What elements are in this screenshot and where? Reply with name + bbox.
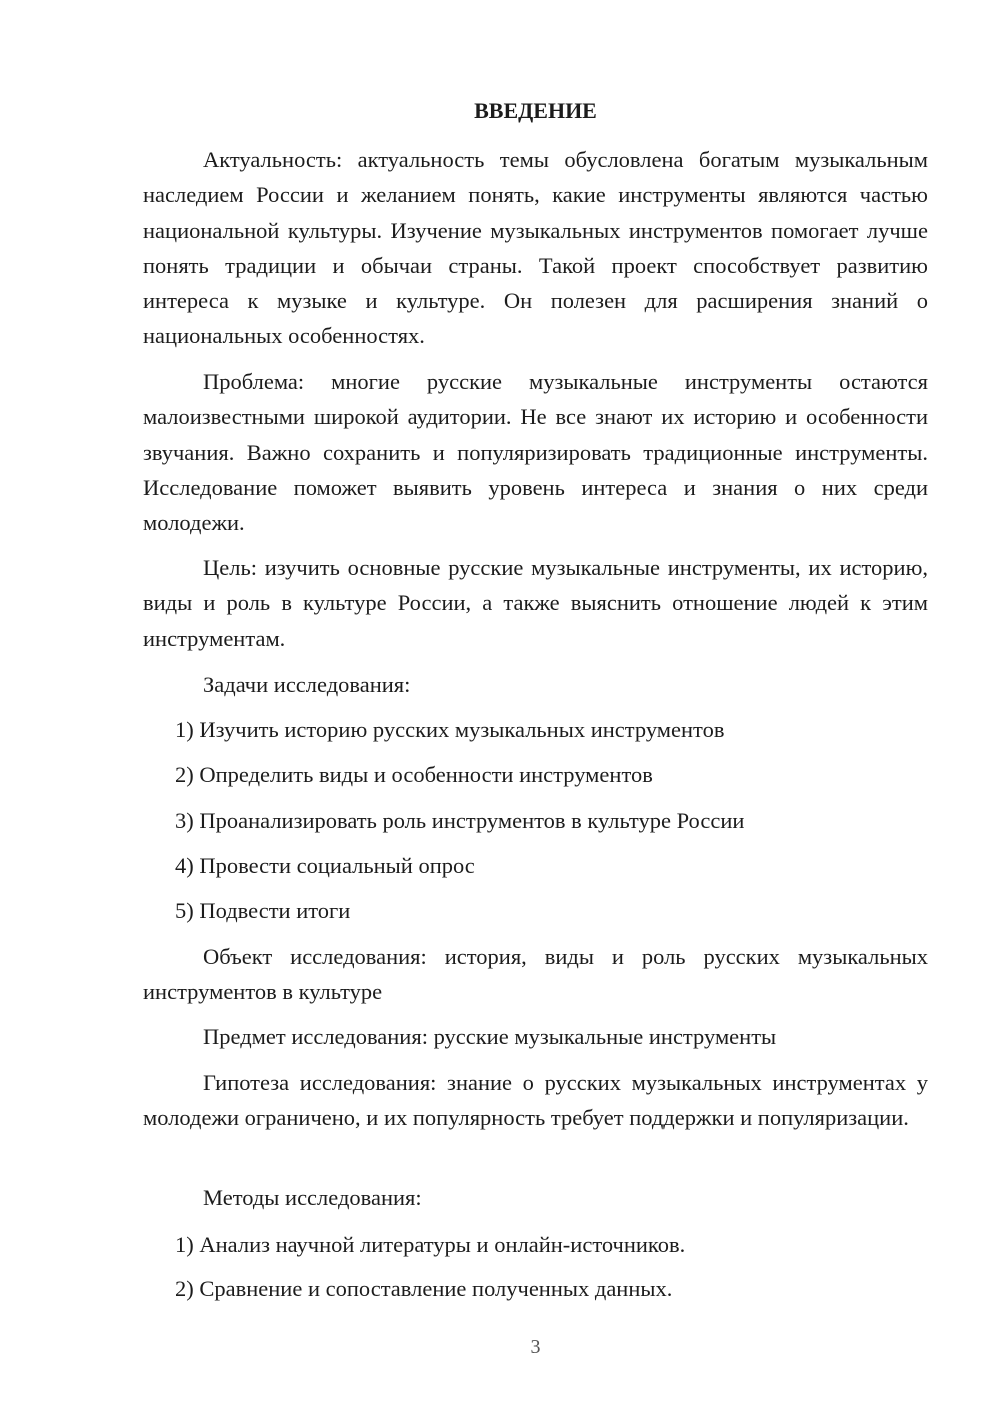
relevance-paragraph: Актуальность: актуальность темы обусловлена богатым музыкальным наследием России и желанием понять, какие инструменты являются частью национальной культуры. Изучение музыкальных инструментов помогает лучше понять традиции и обычаи страны. Такой проект способствует развитию интереса к музыке и культуре. Он полезен для расширения знаний о национальных особенностях. (143, 147, 928, 349)
page-number: 3 (530, 1336, 541, 1358)
list-item: 1) Изучить историю русских музыкальных инструментов (175, 717, 725, 742)
page-title: ВВЕДЕНИЕ (474, 98, 597, 123)
list-item: 5) Подвести итоги (175, 898, 351, 923)
hypothesis-paragraph: Гипотеза исследования: знание о русских музыкальных инструментах у молодежи ограничено, и их популярность требует поддержки и популяризации. (143, 1070, 928, 1131)
object-paragraph: Объект исследования: история, виды и роль русских музыкальных инструментов в культуре (143, 944, 928, 1005)
tasks-heading: Задачи исследования: (203, 672, 411, 697)
goal-paragraph: Цель: изучить основные русские музыкальные инструменты, их историю, виды и роль в культуре России, а также выяснить отношение людей к этим инструментам. (143, 555, 928, 651)
list-item: 3) Проанализировать роль инструментов в культуре России (175, 808, 745, 833)
list-item: 1) Анализ научной литературы и онлайн-источников. (175, 1232, 686, 1257)
methods-heading: Методы исследования: (203, 1185, 422, 1210)
list-item: 2) Сравнение и сопоставление полученных данных. (175, 1276, 673, 1301)
list-item: 4) Провести социальный опрос (175, 853, 475, 878)
subject-line: Предмет исследования: русские музыкальные инструменты (203, 1024, 777, 1049)
problem-paragraph: Проблема: многие русские музыкальные инструменты остаются малоизвестными широкой аудитории. Не все знают их историю и особенности звучания. Важно сохранить и популяризировать традиционные инструменты. Исследование поможет выявить уровень интереса и знания о них среди молодежи. (143, 369, 928, 536)
list-item: 2) Определить виды и особенности инструментов (175, 762, 653, 787)
